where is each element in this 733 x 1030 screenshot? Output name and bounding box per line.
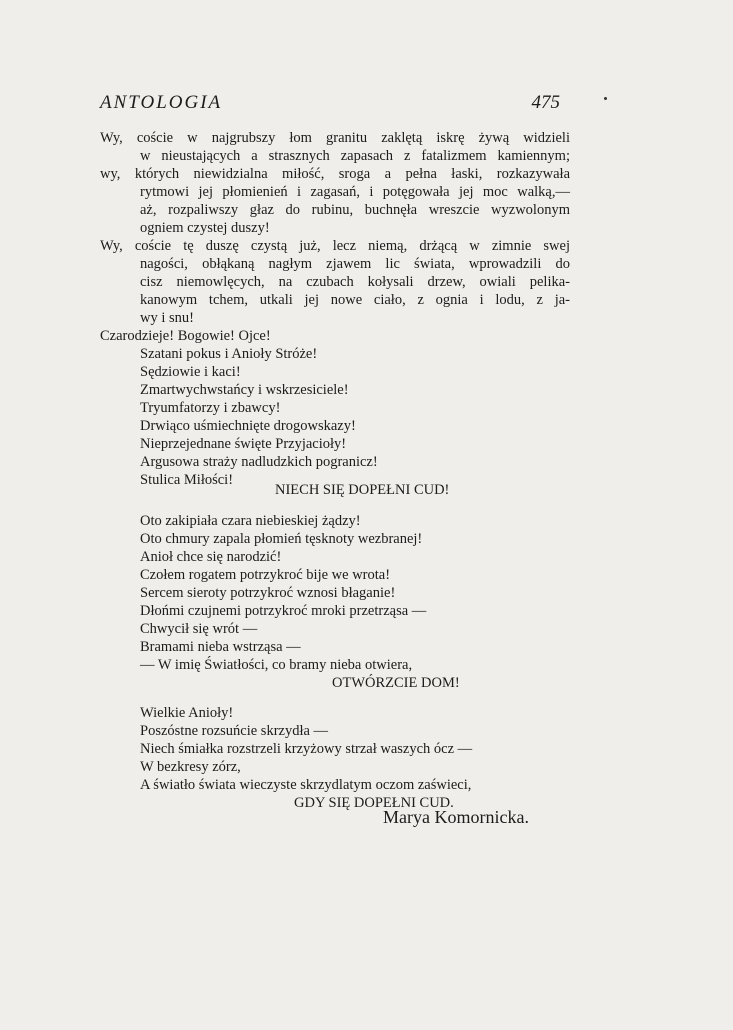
text-line: Sercem sieroty potrzykroć wznosi błaganie! [140, 585, 396, 601]
text-line: Bramami nieba wstrząsa — [140, 639, 301, 655]
text-line: Dłońmi czujnemi potrzykroć mroki przetrząsa — [140, 603, 427, 619]
text-line: Stulica Miłości! [140, 472, 234, 488]
text-line: Argusowa straży nadludzkich pogranicz! [140, 454, 378, 470]
text-line: Sędziowie i kaci! [140, 364, 241, 380]
text-line: Anioł chce się narodzić! [140, 549, 282, 565]
text-line: rytmowi jej płomienień i zagasań, i potęgowała jej moc walką,— [140, 184, 570, 200]
text-line: Drwiąco uśmiechnięte drogowskazy! [140, 418, 356, 434]
text-line: Czołem rogatem potrzykroć bije we wrota! [140, 567, 391, 583]
text-line: wy, których niewidzialna miłość, sroga a pełna łaski, rozkazywała [100, 166, 570, 182]
text-line: Wy, coście w najgrubszy łom granitu zaklętą iskrę żywą widzieli [100, 130, 570, 146]
speck-mark [604, 97, 607, 100]
refrain-line: NIECH SIĘ DOPEŁNI CUD! [275, 482, 450, 498]
text-line: — W imię Światłości, co bramy nieba otwiera, [140, 657, 413, 673]
text-line: kanowym tchem, utkali jej nowe ciało, z ognia i lodu, z ja- [140, 292, 570, 308]
refrain-line: GDY SIĘ DOPEŁNI CUD. [294, 795, 454, 811]
text-line: Wielkie Anioły! [140, 705, 234, 721]
text-line: Chwycił się wrót — [140, 621, 258, 637]
text-line: Oto chmury zapala płomień tęsknoty wezbranej! [140, 531, 423, 547]
text-line: Czarodzieje! Bogowie! Ojce! [100, 328, 271, 344]
text-line: A światło świata wieczyste skrzydlatym oczom zaświeci, [140, 777, 472, 793]
page-number: 475 [531, 92, 560, 113]
text-line: Poszóstne rozsuńcie skrzydła — [140, 723, 329, 739]
text-line: wy i snu! [140, 310, 194, 326]
text-line: Zmartwychwstańcy i wskrzesiciele! [140, 382, 349, 398]
text-line: Nieprzejednane święte Przyjacioły! [140, 436, 347, 452]
text-line: ogniem czystej duszy! [140, 220, 270, 236]
text-line: w nieustających a strasznych zapasach z fatalizmem kamiennym; [140, 148, 570, 164]
text-line: Tryumfatorzy i zbawcy! [140, 400, 281, 416]
refrain-line: OTWÓRZCIE DOM! [332, 675, 460, 691]
running-title: ANTOLOGIA [100, 92, 223, 113]
text-line: Szatani pokus i Anioły Stróże! [140, 346, 318, 362]
text-line: Oto zakipiała czara niebieskiej żądzy! [140, 513, 361, 529]
text-line: Niech śmiałka rozstrzeli krzyżowy strzał waszych ócz — [140, 741, 473, 757]
text-line: Wy, coście tę duszę czystą już, lecz niemą, drżącą w zimnie swej [100, 238, 570, 254]
text-line: W bezkresy zórz, [140, 759, 241, 775]
text-line: cisz niemowlęcych, na czubach kołysali drzew, owiali pelika- [140, 274, 570, 290]
page-header [100, 92, 560, 122]
author-signature: Marya Komornicka. [383, 807, 529, 827]
text-line: nagości, obłąkaną nagłym zjawem lic świata, wprowadzili do [140, 256, 570, 272]
text-line: aż, rozpaliwszy głaz do rubinu, buchnęła wreszcie wyzwolonym [140, 202, 570, 218]
